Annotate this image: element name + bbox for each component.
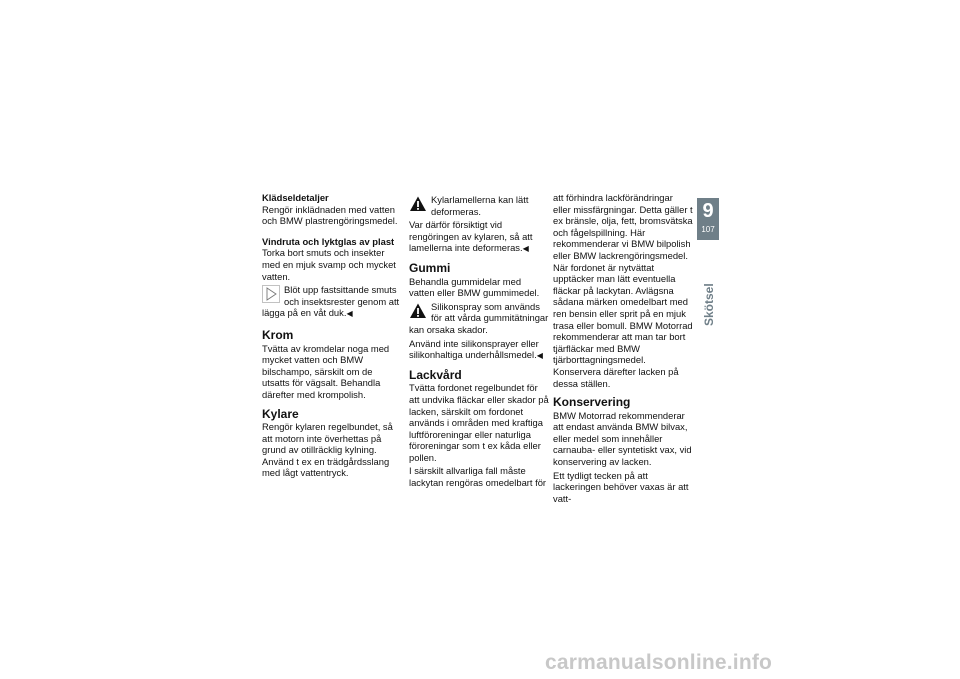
warning-note-radiator — [409, 194, 549, 217]
end-mark: ◀ — [346, 309, 353, 319]
section-text-paint-care-1: Tvätta fordonet regelbundet för att undvika fläckar eller skador på lacken, särskilt om fordonet används i områden med kraftiga luftföroreningar eller naturliga föroreningar som t ex kåda eller pollen. — [409, 382, 549, 463]
section-text-preservation-1: BMW Motorrad rekommenderar att endast använda BMW bilvax, eller medel som innehåller carnauba- eller syntetiskt vax, vid konservering av lacken. — [553, 409, 692, 468]
section-text-chrome: Tvätta av kromdelar noga med mycket vatten och BMW bilschampo, särskilt om de utsatts för vägsalt. Behandla därefter med krompolish. — [262, 342, 390, 400]
section-title-upholstery: Klädseldetaljer — [262, 192, 329, 203]
section-text-paint-care-cont: att förhindra lackförändringar eller missfärgningar. Detta gäller t ex bränsle, olja, fett, bromsvätska och fågelspillning. Här rekommenderar vi BMW bilpolish eller BMW lackrengöringsmedel. När fordonet är nytvättat upptäcker man lätt eventuella fläckar på lackytan. Avlägsna sådana märken omedelbart med ren bensin eller sprit på en mjuk trasa eller bomull. BMW Motorrad rekommenderar att man tar bort tjärfläckar med BMW tjärborttagningsmedel. Konservera därefter lacken på dessa ställen. — [553, 192, 693, 389]
section-title-rubber: Gummi — [409, 260, 451, 275]
warning-text-silicone: Silikonspray som används för att vårda gummitätningar kan orsaka skador. — [409, 300, 549, 335]
warning-cont-silicone: Använd inte silikonsprayer eller silikonhaltiga underhållsmedel. — [409, 337, 539, 361]
end-mark: ◀ — [522, 244, 529, 254]
chapter-tab — [697, 198, 719, 240]
page-number: 107 — [701, 225, 715, 234]
warning-triangle-icon — [409, 195, 427, 213]
column-1 — [262, 192, 402, 481]
section-title-paint-care: Lackvård — [409, 367, 462, 382]
section-title-preservation: Konservering — [553, 395, 631, 410]
column-2 — [409, 192, 549, 491]
section-text-upholstery: Rengör inklädnaden med vatten och BMW plastrengöringsmedel. — [262, 203, 398, 227]
section-text-rubber: Behandla gummidelar med vatten eller BMW gummimedel. — [409, 275, 540, 299]
section-title-chrome: Krom — [262, 327, 294, 342]
watermark: carmanualsonline.info — [545, 651, 773, 674]
warning-triangle-icon — [409, 302, 427, 320]
section-title-windshield: Vindruta och lyktglas av plast — [262, 235, 395, 247]
section-text-preservation-2: Ett tydligt tecken på att lackeringen behöver vaxas är att vatt- — [553, 469, 689, 504]
section-title-radiator: Kylare — [262, 406, 299, 421]
tip-note-text: Blöt upp fastsittande smuts och insektsrester genom att lägga på en våt duk. — [262, 284, 400, 319]
warning-note-silicone — [409, 301, 549, 336]
end-mark: ◀ — [536, 351, 543, 361]
section-text-radiator: Rengör kylaren regelbundet, så att motorn inte överhettas på grund av otillräcklig kylning. Använd t ex en trädgårdsslang med lågt vattentryck. — [262, 421, 393, 479]
chapter-side-label: Skötsel — [702, 283, 716, 326]
section-text-paint-care-2: I särskilt allvarliga fall måste lackytan rengöras omedelbart för — [409, 465, 547, 489]
warning-text-radiator: Kylarlamellerna kan lätt deformeras. — [431, 194, 529, 217]
column-3 — [553, 192, 693, 506]
tip-note — [262, 284, 402, 320]
section-text-windshield: Torka bort smuts och insekter med en mjuk svamp och mycket vatten. — [262, 247, 396, 282]
chapter-number: 9 — [702, 200, 714, 222]
tip-arrow-icon — [262, 285, 280, 303]
warning-cont-radiator: Var därför försiktigt vid rengöringen av kylaren, så att lamellerna inte deformeras. — [409, 219, 533, 254]
